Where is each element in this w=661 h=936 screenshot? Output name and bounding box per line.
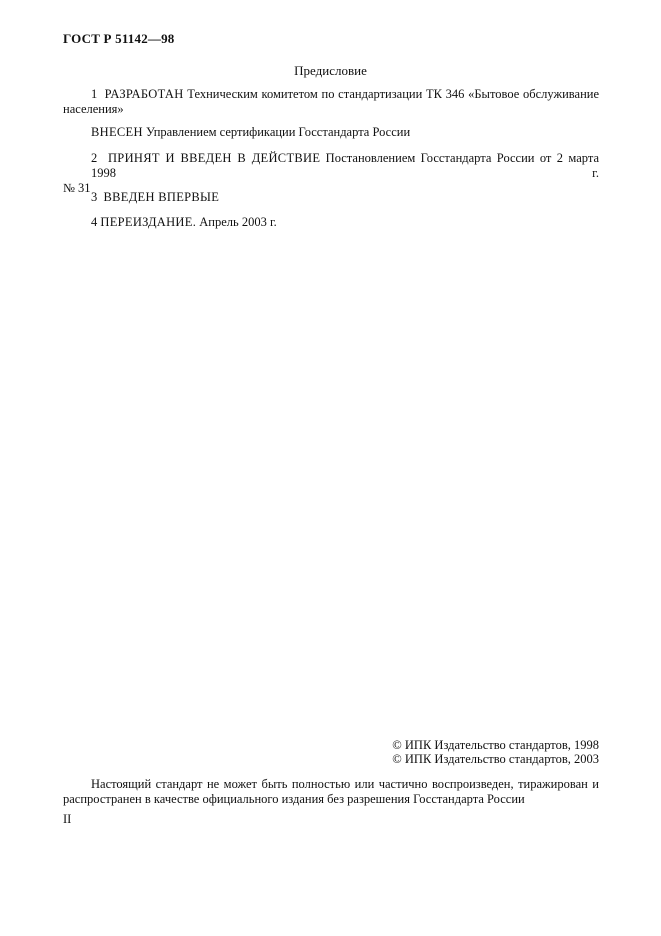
notice-line-1: Настоящий стандарт не может быть полностью или частично воспроизведен, тиражирован и	[91, 777, 599, 791]
submitted-text: Управлением сертификации Госстандарта России	[145, 125, 411, 139]
item-1-label: РАЗРАБОТАН	[104, 87, 184, 101]
preface-item-1-line-1	[63, 87, 599, 102]
submitted-line	[63, 125, 599, 140]
item-1-text-line-2: населения»	[63, 102, 124, 116]
item-2-text-line-2: № 31	[63, 181, 91, 195]
notice-line-2: распространен в качестве официального издания без разрешения Госстандарта России	[63, 792, 525, 806]
item-1-number: 1	[91, 87, 98, 101]
item-1-text-line-1: Техническим комитетом по стандартизации ТК 346 «Бытовое обслуживание	[187, 87, 600, 101]
item-4-label: ПЕРЕИЗДАНИЕ.	[100, 215, 197, 229]
item-4-text: Апрель 2003 г.	[199, 215, 277, 229]
copyright-line-1: © ИПК Издательство стандартов, 1998	[392, 738, 599, 752]
standard-code: ГОСТ Р 51142—98	[63, 31, 175, 46]
item-2-label: ПРИНЯТ И ВВЕДЕН В ДЕЙСТВИЕ	[107, 151, 321, 165]
item-3-label: ВВЕДЕН ВПЕРВЫЕ	[103, 190, 220, 204]
copyright-line-2: © ИПК Издательство стандартов, 2003	[392, 751, 599, 766]
preface-item-2-line-1	[63, 151, 599, 181]
page-number: II	[63, 812, 72, 826]
submitted-label: ВНЕСЕН	[91, 125, 143, 139]
preface-title: Предисловие	[294, 63, 367, 78]
preface-item-3	[63, 190, 599, 205]
item-2-text-line-1: Постановлением Госстандарта России от 2 марта 1998 г.	[91, 151, 599, 180]
preface-item-4-line	[63, 215, 599, 230]
preface-item-submitted	[63, 125, 599, 140]
item-4-number: 4	[91, 215, 98, 229]
preface-item-4	[63, 215, 599, 230]
item-2-number: 2	[91, 151, 98, 165]
reproduction-notice	[63, 777, 599, 807]
item-3-number: 3	[91, 190, 98, 204]
preface-item-1	[63, 87, 599, 117]
copyright-block	[392, 739, 599, 766]
preface-item-3-line	[63, 190, 599, 205]
